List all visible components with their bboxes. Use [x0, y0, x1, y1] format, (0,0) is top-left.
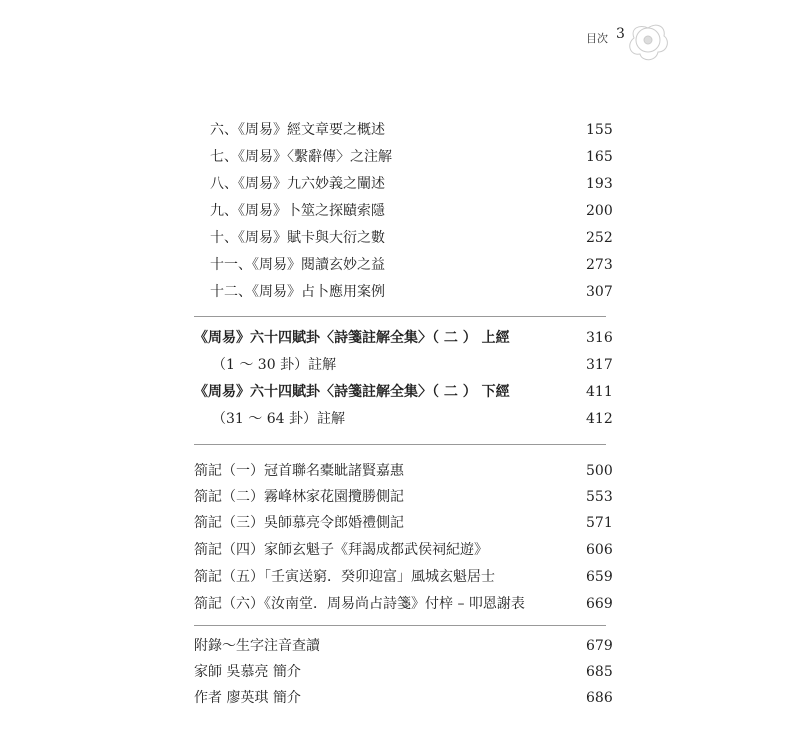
toc-title: 箚記（二）霧峰林家花園攬勝側記 [194, 489, 404, 505]
toc-entry [210, 253, 630, 277]
toc-entry [210, 226, 630, 250]
toc-page: 571 [586, 515, 613, 531]
toc-title: 箚記（三）吳師慕亮令郎婚禮側記 [194, 515, 404, 531]
toc-title: 作者 廖英琪 簡介 [194, 690, 301, 706]
toc-entry [194, 326, 614, 350]
flower-ornament-icon [618, 18, 673, 66]
toc-page: 273 [586, 257, 613, 273]
section-divider [194, 316, 606, 317]
toc-page: 500 [586, 463, 613, 479]
toc-page: 307 [586, 284, 613, 300]
toc-entry [210, 172, 630, 196]
toc-page: 685 [586, 664, 613, 680]
toc-entry [210, 199, 630, 223]
toc-page: 317 [586, 357, 613, 373]
toc-page: 679 [586, 638, 613, 654]
toc-title: （1 ～ 30 卦）註解 [212, 357, 337, 373]
toc-page: 316 [586, 330, 613, 346]
toc-entry [194, 511, 614, 535]
toc-title: 家師 吳慕亮 簡介 [194, 664, 301, 680]
toc-entry [194, 459, 614, 483]
toc-entry [210, 280, 630, 304]
toc-page: 165 [586, 149, 613, 165]
toc-page: 659 [586, 569, 613, 585]
toc-title: 箚記（五）「壬寅送窮．癸卯迎富」風城玄魁居士 [194, 569, 495, 585]
section-label: 目次 [586, 32, 608, 45]
toc-title: 箚記（四）家師玄魁子《拜謁成都武侯祠紀遊》 [194, 542, 488, 558]
toc-page: 252 [586, 230, 613, 246]
toc-entry [194, 538, 614, 562]
toc-title: 十二、《周易》占卜應用案例 [210, 284, 385, 300]
toc-page: 553 [586, 489, 613, 505]
toc-page: 200 [586, 203, 613, 219]
toc-page: 686 [586, 690, 613, 706]
toc-title: 附錄～生字注音查讀 [194, 638, 320, 654]
toc-title: 七、《周易》〈繫辭傳〉之注解 [210, 149, 392, 165]
toc-page: 155 [586, 122, 613, 138]
toc-entry [194, 565, 614, 589]
toc-entry [194, 660, 614, 684]
toc-title: （31 ～ 64 卦）註解 [212, 411, 345, 427]
toc-title: 十、《周易》賦卡與大衍之數 [210, 230, 385, 246]
page-number: 3 [616, 26, 625, 42]
toc-entry [194, 686, 614, 710]
toc-page: 412 [586, 411, 613, 427]
toc-page: 411 [586, 384, 613, 400]
toc-entry [210, 145, 630, 169]
section-divider [194, 444, 606, 445]
toc-page: 606 [586, 542, 613, 558]
toc-title: 六、《周易》經文章要之概述 [210, 122, 385, 138]
toc-title: 九、《周易》卜筮之探賾索隱 [210, 203, 385, 219]
toc-title: 八、《周易》九六妙義之闡述 [210, 176, 385, 192]
toc-page: 669 [586, 596, 613, 612]
toc-entry [212, 407, 632, 431]
toc-entry [194, 485, 614, 509]
toc-title: 箚記（一）冠首聯名橐眦諸賢嘉惠 [194, 463, 404, 479]
toc-page: 193 [586, 176, 613, 192]
toc-title: 《周易》六十四賦卦〈詩箋註解全集〉（ 二 ） 下經 [194, 384, 510, 400]
running-header [580, 18, 670, 63]
toc-entry [194, 634, 614, 658]
toc-title: 箚記（六）《汝南堂．周易尚占詩箋》付梓 – 叩恩謝表 [194, 596, 525, 612]
toc-entry [194, 592, 614, 616]
toc-title: 《周易》六十四賦卦〈詩箋註解全集〉（ 二 ） 上經 [194, 330, 510, 346]
toc-entry [212, 353, 632, 377]
section-divider [194, 625, 606, 626]
toc-title: 十一、《周易》閱讀玄妙之益 [210, 257, 385, 273]
toc-entry [194, 380, 614, 404]
toc-entry [210, 118, 630, 142]
